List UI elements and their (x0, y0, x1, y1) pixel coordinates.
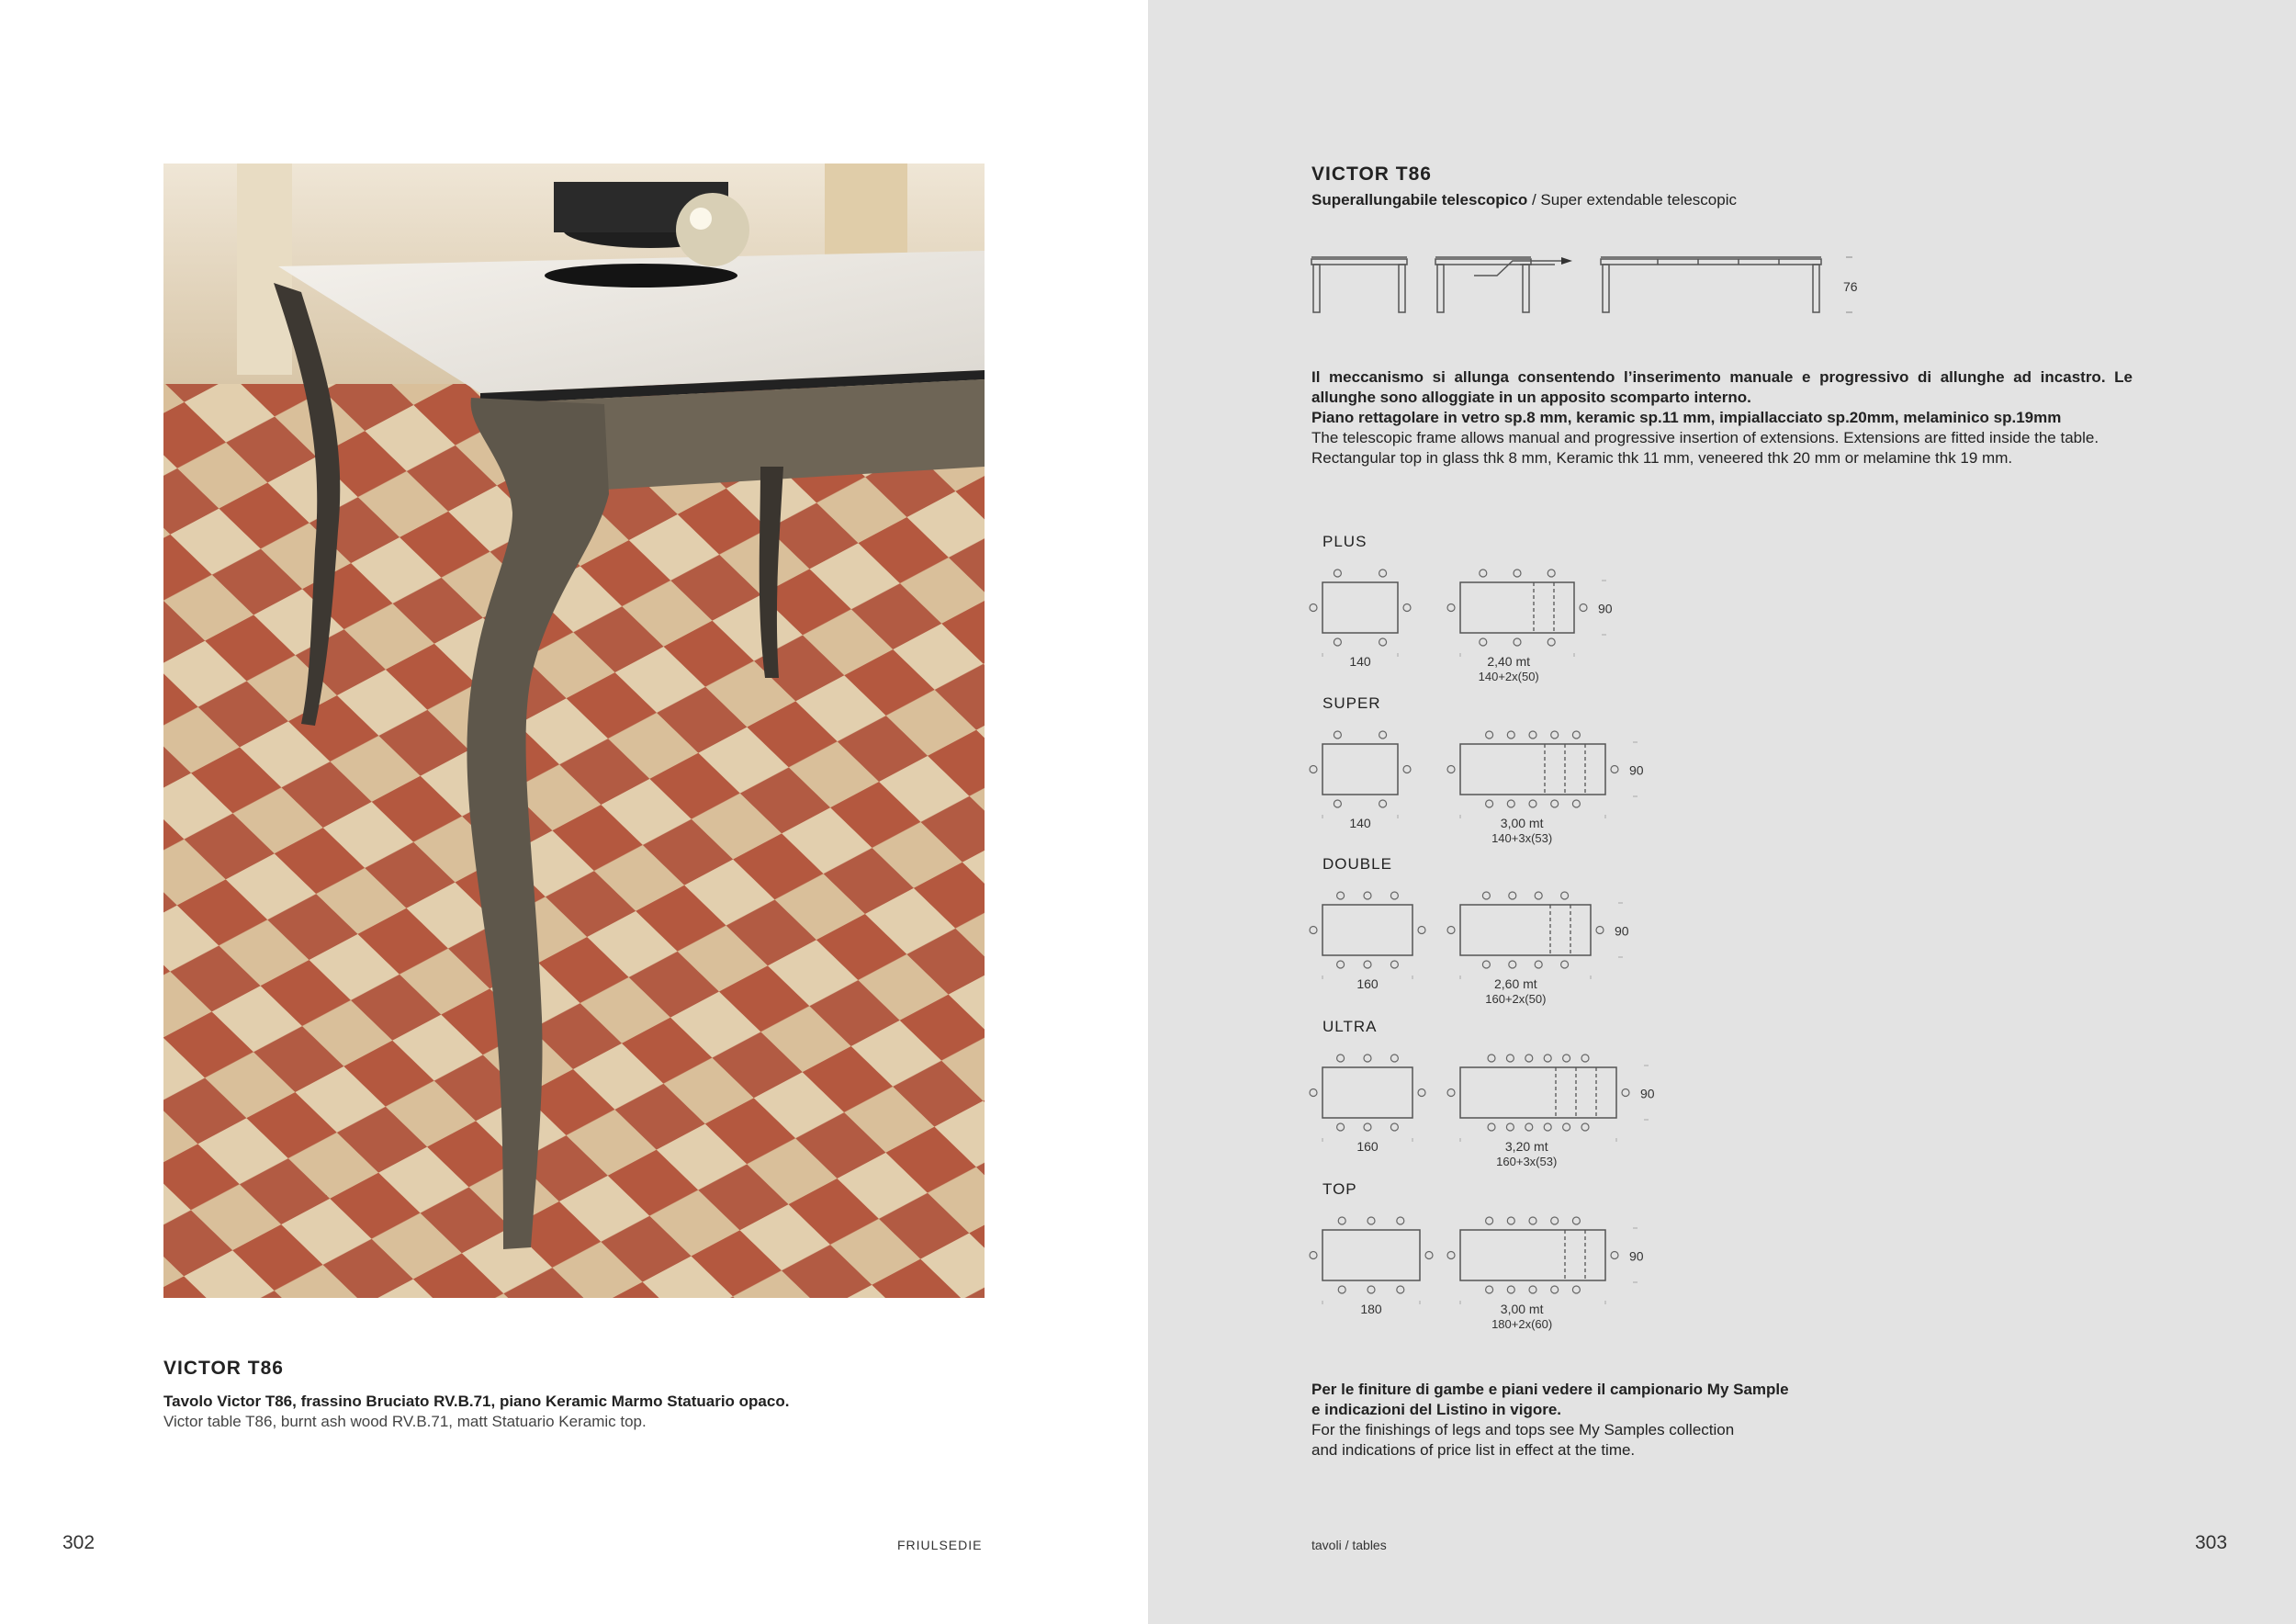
open-chair-icon (1447, 1089, 1455, 1097)
open-chair-icon (1581, 1054, 1589, 1062)
closed-chair-icon (1364, 1054, 1371, 1062)
description-english-2: Rectangular top in glass thk 8 mm, Keramic thk 11 mm, veneered thk 20 mm or melamine thk 19 mm. (1311, 449, 2013, 467)
closed-length-label: 160 (1356, 1139, 1379, 1154)
description-english-1: The telescopic frame allows manual and progressive insertion of extensions. Extensions are fitted inside the table. (1311, 429, 2099, 446)
closed-chair-icon (1390, 961, 1398, 968)
open-chair-icon (1563, 1123, 1570, 1131)
right-page (1148, 0, 2296, 1624)
open-chair-icon (1507, 1286, 1514, 1293)
open-table-plan (1460, 582, 1574, 633)
closed-table-plan (1322, 905, 1412, 955)
caption-title: VICTOR T86 (163, 1358, 284, 1379)
open-chair-icon (1506, 1054, 1514, 1062)
depth-label: 90 (1598, 601, 1613, 616)
open-chair-icon (1507, 731, 1514, 739)
description-italian-1: Il meccanismo si allunga consentendo l’inserimento manuale e progressivo di allunghe ad incastro. Le allunghe sono alloggiate in un apposito scomparto interno. (1311, 368, 2133, 406)
open-chair-icon (1529, 1217, 1536, 1224)
open-chair-icon (1525, 1054, 1533, 1062)
closed-chair-icon (1379, 570, 1387, 577)
closed-table-plan (1322, 1067, 1412, 1118)
product-photo (163, 164, 985, 1298)
finishings-note (1311, 1380, 1789, 1460)
extension-formula-label: 160+3x(53) (1496, 1155, 1558, 1168)
open-chair-icon (1447, 766, 1455, 773)
closed-chair-icon (1397, 1286, 1404, 1293)
open-table-plan (1460, 1230, 1605, 1280)
open-table-plan (1460, 744, 1605, 795)
open-chair-icon (1486, 1286, 1493, 1293)
open-table-plan (1460, 1067, 1616, 1118)
closed-chair-icon (1403, 766, 1411, 773)
closed-length-label: 140 (1349, 654, 1371, 669)
closed-chair-icon (1338, 1217, 1345, 1224)
open-chair-icon (1482, 961, 1490, 968)
note-english-2: and indications of price list in effect at the time. (1311, 1441, 1636, 1459)
variant-diagram-double (1309, 883, 1694, 1021)
open-chair-icon (1551, 731, 1559, 739)
closed-chair-icon (1338, 1286, 1345, 1293)
open-chair-icon (1486, 1217, 1493, 1224)
brand-footer: FRIULSEDIE (897, 1538, 983, 1552)
closed-chair-icon (1364, 961, 1371, 968)
variant-label-super: SUPER (1322, 694, 1381, 712)
open-chair-icon (1581, 1123, 1589, 1131)
closed-chair-icon (1310, 1252, 1317, 1259)
open-chair-icon (1447, 927, 1455, 934)
elevation-top-closed (1311, 259, 1407, 265)
open-chair-icon (1506, 1123, 1514, 1131)
closed-length-label: 180 (1360, 1302, 1382, 1316)
open-chair-icon (1611, 1252, 1618, 1259)
open-chair-icon (1486, 731, 1493, 739)
open-chair-icon (1544, 1054, 1551, 1062)
closed-chair-icon (1390, 892, 1398, 899)
depth-label: 90 (1629, 1248, 1644, 1264)
section-footer: tavoli / tables (1311, 1538, 1387, 1552)
closed-table-plan (1322, 1230, 1420, 1280)
closed-chair-icon (1310, 766, 1317, 773)
open-chair-icon (1509, 961, 1516, 968)
variant-label-double: DOUBLE (1322, 855, 1392, 873)
variant-diagram-top (1309, 1208, 1694, 1346)
open-chair-icon (1507, 1217, 1514, 1224)
open-chair-icon (1529, 731, 1536, 739)
page-number-right: 303 (2195, 1532, 2228, 1553)
table-photo-illustration (163, 164, 985, 1298)
open-chair-icon (1535, 961, 1542, 968)
open-chair-icon (1488, 1054, 1495, 1062)
variant-diagram-plus (1309, 560, 1694, 698)
extension-formula-label: 140+2x(50) (1478, 670, 1539, 683)
open-chair-icon (1572, 731, 1580, 739)
open-chair-icon (1525, 1123, 1533, 1131)
closed-chair-icon (1310, 927, 1317, 934)
closed-chair-icon (1334, 570, 1341, 577)
open-chair-icon (1561, 961, 1569, 968)
extension-formula-label: 160+2x(50) (1485, 992, 1547, 1006)
closed-chair-icon (1379, 731, 1387, 739)
arrow-icon (1561, 257, 1572, 265)
closed-chair-icon (1334, 800, 1341, 807)
closed-chair-icon (1337, 892, 1345, 899)
open-chair-icon (1480, 638, 1487, 646)
open-chair-icon (1561, 892, 1569, 899)
extension-formula-label: 140+3x(53) (1491, 831, 1553, 845)
closed-chair-icon (1334, 731, 1341, 739)
subtitle-english: Super extendable telescopic (1540, 191, 1737, 209)
open-chair-icon (1514, 638, 1521, 646)
closed-length-label: 140 (1349, 816, 1371, 830)
closed-chair-icon (1310, 604, 1317, 612)
closed-chair-icon (1379, 800, 1387, 807)
closed-chair-icon (1418, 1089, 1425, 1097)
closed-chair-icon (1337, 1123, 1345, 1131)
variant-label-top: TOP (1322, 1180, 1357, 1198)
open-chair-icon (1551, 800, 1559, 807)
closed-chair-icon (1364, 892, 1371, 899)
elevation-drawings (1309, 248, 1860, 321)
open-chair-icon (1447, 604, 1455, 612)
depth-label: 90 (1629, 762, 1644, 778)
product-subtitle (1311, 191, 1737, 209)
note-english-1: For the finishings of legs and tops see My Samples collection (1311, 1421, 1735, 1438)
closed-chair-icon (1425, 1252, 1433, 1259)
open-chair-icon (1447, 1252, 1455, 1259)
closed-chair-icon (1418, 927, 1425, 934)
open-chair-icon (1572, 1217, 1580, 1224)
variant-diagram-ultra (1309, 1045, 1694, 1183)
height-label: 76 (1843, 279, 1858, 294)
open-length-label: 2,40 mt (1487, 654, 1531, 669)
open-length-label: 3,20 mt (1504, 1139, 1548, 1154)
description (1311, 367, 2133, 468)
open-length-label: 3,00 mt (1500, 1302, 1544, 1316)
description-italian-2: Piano rettagolare in vetro sp.8 mm, keramic sp.11 mm, impiallacciato sp.20mm, melaminico sp.19mm (1311, 409, 2062, 426)
extension-formula-label: 180+2x(60) (1491, 1317, 1553, 1331)
open-chair-icon (1548, 570, 1555, 577)
open-chair-icon (1548, 638, 1555, 646)
closed-chair-icon (1310, 1089, 1317, 1097)
open-chair-icon (1544, 1123, 1551, 1131)
open-chair-icon (1551, 1217, 1559, 1224)
closed-chair-icon (1364, 1123, 1371, 1131)
open-chair-icon (1572, 1286, 1580, 1293)
closed-chair-icon (1390, 1054, 1398, 1062)
open-chair-icon (1563, 1054, 1570, 1062)
depth-label: 90 (1640, 1086, 1655, 1101)
open-chair-icon (1596, 927, 1604, 934)
closed-length-label: 160 (1356, 976, 1379, 991)
caption-italian: Tavolo Victor T86, frassino Bruciato RV.B.71, piano Keramic Marmo Statuario opaco. (163, 1393, 790, 1410)
variant-diagram-super (1309, 722, 1694, 860)
open-chair-icon (1509, 892, 1516, 899)
open-chair-icon (1482, 892, 1490, 899)
note-italian-1: Per le finiture di gambe e piani vedere il campionario My Sample (1311, 1381, 1789, 1398)
variant-label-plus: PLUS (1322, 533, 1367, 550)
subtitle-italian: Superallungabile telescopico (1311, 191, 1528, 209)
open-length-label: 2,60 mt (1493, 976, 1537, 991)
open-chair-icon (1580, 604, 1587, 612)
closed-chair-icon (1397, 1217, 1404, 1224)
open-length-label: 3,00 mt (1500, 816, 1544, 830)
open-chair-icon (1535, 892, 1542, 899)
open-chair-icon (1514, 570, 1521, 577)
depth-label: 90 (1615, 923, 1629, 939)
subtitle-separator: / (1527, 191, 1541, 209)
closed-chair-icon (1367, 1286, 1375, 1293)
closed-chair-icon (1403, 604, 1411, 612)
open-chair-icon (1529, 1286, 1536, 1293)
closed-chair-icon (1337, 961, 1345, 968)
page-number-left: 302 (62, 1532, 96, 1553)
closed-chair-icon (1334, 638, 1341, 646)
closed-table-plan (1322, 744, 1398, 795)
closed-chair-icon (1367, 1217, 1375, 1224)
open-chair-icon (1488, 1123, 1495, 1131)
open-chair-icon (1480, 570, 1487, 577)
note-italian-2: e indicazioni del Listino in vigore. (1311, 1401, 1562, 1418)
open-chair-icon (1572, 800, 1580, 807)
closed-chair-icon (1379, 638, 1387, 646)
closed-table-plan (1322, 582, 1398, 633)
open-chair-icon (1507, 800, 1514, 807)
variant-label-ultra: ULTRA (1322, 1018, 1378, 1035)
closed-chair-icon (1390, 1123, 1398, 1131)
open-chair-icon (1551, 1286, 1559, 1293)
caption-english: Victor table T86, burnt ash wood RV.B.71, matt Statuario Keramic top. (163, 1413, 647, 1430)
open-chair-icon (1611, 766, 1618, 773)
open-chair-icon (1622, 1089, 1629, 1097)
closed-chair-icon (1337, 1054, 1345, 1062)
open-chair-icon (1486, 800, 1493, 807)
open-table-plan (1460, 905, 1591, 955)
open-chair-icon (1529, 800, 1536, 807)
product-title: VICTOR T86 (1311, 164, 1432, 185)
